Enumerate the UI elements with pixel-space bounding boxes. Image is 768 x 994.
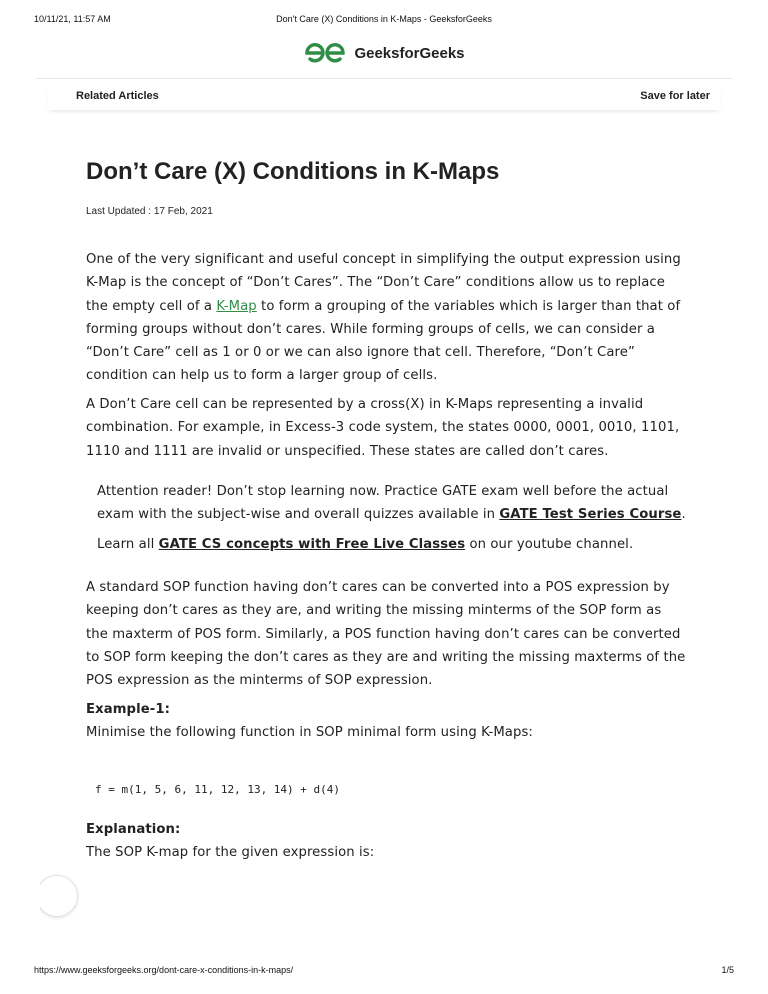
attention-text-1: Attention reader! Don’t stop learning now. Practice GATE exam well before the actual exam with the subject-wise and overall quizzes available in [97, 484, 669, 523]
attention-note [97, 480, 687, 527]
live-classes-text-2: on our youtube channel. [465, 537, 634, 552]
page-number: 1/5 [721, 965, 734, 975]
gate-cs-live-classes-link[interactable]: GATE CS concepts with Free Live Classes [158, 537, 466, 552]
kmap-link[interactable]: K-Map [216, 298, 257, 314]
live-classes-note [97, 533, 687, 556]
intro-paragraph [86, 248, 686, 388]
function-code-block: f = m(1, 5, 6, 11, 12, 13, 14) + d(4) [95, 783, 341, 796]
site-name: GeeksforGeeks [354, 44, 465, 62]
site-logo[interactable] [303, 43, 464, 63]
save-for-later-button[interactable]: Save for later [640, 90, 710, 102]
example-text: Minimise the following function in SOP minimal form using K-Maps: [86, 725, 533, 741]
example-section [86, 698, 686, 745]
explanation-heading: Explanation: [86, 822, 181, 837]
print-document-title: Don't Care (X) Conditions in K-Maps - GeeksforGeeks [276, 14, 492, 24]
bubble-edge-mask [30, 870, 40, 920]
print-datetime: 10/11/21, 11:57 AM [34, 14, 111, 24]
geeksforgeeks-logo-icon [303, 43, 347, 63]
intro-text-2: to form a grouping of the variables which is larger than that of forming groups without don’t cares. While forming groups of cells, we can consider a “Don’t Care” cell as 1 or 0 or we can also ignore that cell. Therefore, “Don’t Care” condition can help us to form a larger group of cells. [86, 298, 681, 384]
intro-text-1: One of the very significant and useful concept in simplifying the output expression using K-Map is the concept of “Don’t Cares”. The “Don’t Care” conditions allow us to replace the empty cell of a [86, 252, 681, 314]
sop-pos-paragraph: A standard SOP function having don’t cares can be converted into a POS expression by keeping don’t cares as they are, and writing the missing minterms of the SOP form as the maxterm of POS form. Similarly, a POS function having don’t cares can be converted to SOP form keeping the don’t cares as they are and writing the missing maxterms of the POS expression as the minterms of SOP expression. [86, 580, 686, 689]
gate-test-series-link[interactable]: GATE Test Series Course [499, 507, 682, 523]
explanation-text: The SOP K-map for the given expression is: [86, 845, 375, 861]
logo-row [0, 43, 768, 71]
last-updated: Last Updated : 17 Feb, 2021 [86, 206, 213, 217]
dont-care-paragraph: A Don’t Care cell can be represented by a cross(X) in K-Maps representing a invalid combination. For example, in Excess-3 code system, the states 0000, 0001, 0010, 1101, 1110 and 1111 are invalid or unspecified. These states are called don’t cares. [86, 397, 680, 459]
article-toolbar [48, 84, 720, 110]
article-title: Don’t Care (X) Conditions in K-Maps [86, 158, 500, 185]
header-divider [36, 78, 732, 79]
floating-action-bubble[interactable] [36, 875, 78, 917]
live-classes-text-1: Learn all [97, 537, 159, 552]
attention-text-2: . [681, 507, 686, 523]
example-heading: Example-1: [86, 702, 170, 717]
related-articles-link[interactable]: Related Articles [76, 90, 159, 102]
explanation-section [86, 818, 686, 865]
print-url: https://www.geeksforgeeks.org/dont-care-x-conditions-in-k-maps/ [34, 965, 294, 975]
